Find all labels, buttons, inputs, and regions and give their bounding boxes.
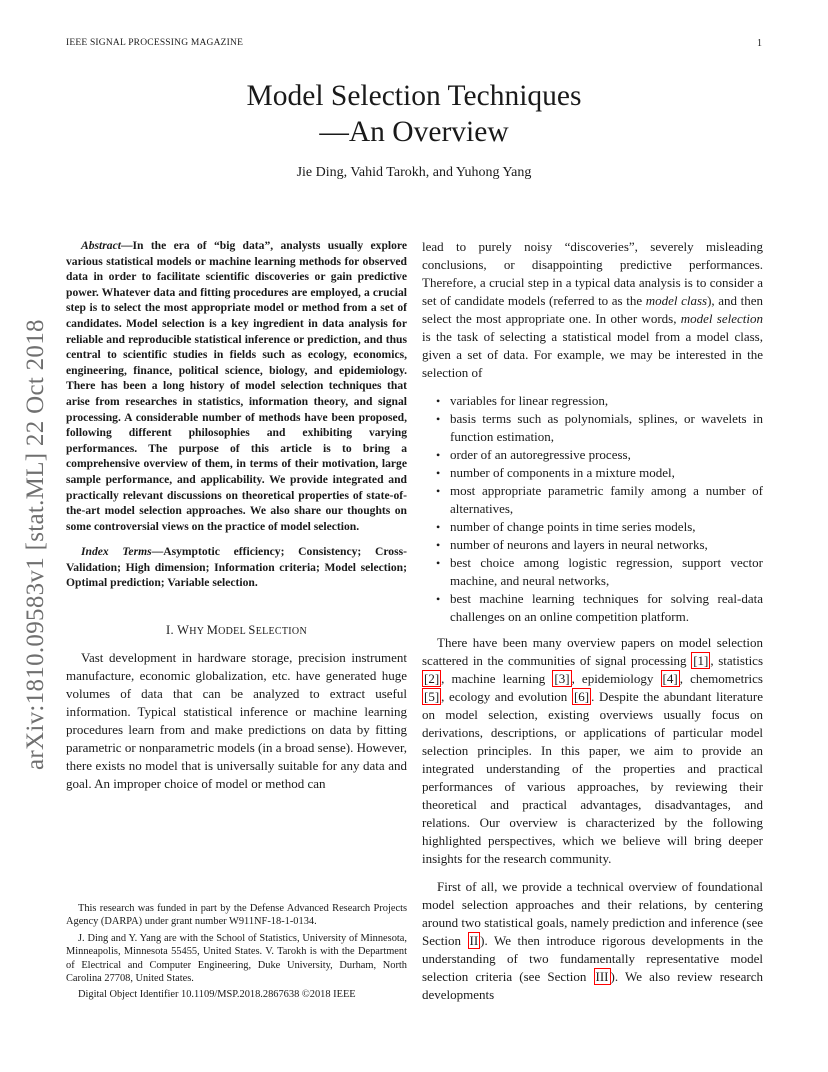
text-run: ), and then select the most appropriate one. In other words,: [422, 293, 764, 326]
doi-footnote: Digital Object Identifier 10.1109/MSP.2018.2867638 ©2018 IEEE: [78, 989, 356, 1001]
body-paragraph: Vast development in hardware storage, precision instrument manufacture, economic globalization, etc. have generated huge volumes of data that can be analyzed to extract useful information. Typical statistical inference or machine learning procedures learn from and make predictions on data by fitting parametric or nonparametric models (in a broad sense). However, there exists no model that is universally suitable for any data and goal. An improper choice of model or method can: [66, 650, 407, 792]
abstract-body: —In the era of “big data”, analysts usually explore various statistical models or machine learning methods for observed data in order to facilitate scientific discoveries or gain predictive power. Whatever data and fitting procedures are employed, a crucial step is to select the most appropriate model or method from a set of candidates. Model selection is a key ingredient in data analysis for reliable and reproducible statistical inference or prediction, and thus central to scientific studies in fields such as ecology, economics, engineering, finance, political science, biology, and epidemiology. There has been a long history of model selection techniques that arise from researches in statistics, information theory, and signal processing. A considerable number of methods have been proposed, following different philosophies and exhibiting varying performances. The purpose of this article is to bring a comprehensive overview of them, in terms of their motivation, large sample performance, and applicability. We provide integrated and practically relevant discussions on theoretical properties of state-of-the-art model selection approaches. We also share our thoughts on some controversial views on the practice of model selection.: [66, 239, 407, 533]
citation-link[interactable]: [1]: [693, 653, 709, 668]
citation-link[interactable]: [5]: [424, 689, 440, 704]
section-numeral: I.: [166, 623, 178, 638]
list-item: • number of change points in time series models,: [436, 518, 763, 536]
text-run: , statistics: [710, 653, 764, 668]
text-run: ). We then introduce rigorous developments in the understanding of two fundamentally representative model selection criteria (see Section: [422, 933, 763, 984]
list-item: • basis terms such as polynomials, splines, or wavelets in function estimation,: [436, 410, 763, 446]
text-run: First of all, we provide a technical overview of foundational model selection approaches and their relations, by centering around two statistical goals, namely prediction and inference (see Section: [422, 879, 763, 948]
page-number: 1: [757, 38, 762, 49]
affiliation-footnote: J. Ding and Y. Yang are with the School of Statistics, University of Minnesota, Minneapolis, Minnesota 55455, United States. V. Tarokh is with the Department of Electrical and Computer Engineering, Duke University, Durham, North Carolina 27708, United States.: [66, 932, 407, 985]
title-line-1: Model Selection Techniques: [246, 80, 582, 112]
author-list: Jie Ding, Vahid Tarokh, and Yuhong Yang: [296, 165, 532, 180]
list-item: • order of an autoregressive process,: [436, 446, 763, 464]
abstract-lead: Abstract: [81, 239, 121, 252]
text-run: ). We also review research developments: [422, 969, 764, 1002]
running-head: IEEE SIGNAL PROCESSING MAGAZINE: [66, 38, 244, 48]
right-column: [422, 238, 763, 1004]
text-run: , ecology and evolution: [441, 689, 572, 704]
list-item: • best choice among logistic regression, support vector machine, and neural networks,: [436, 554, 763, 590]
emphasis: model selection: [680, 311, 763, 326]
body-paragraph: [422, 238, 763, 382]
heading-smallcaps: ODEL: [218, 626, 249, 638]
text-run: . Despite the abundant literature on model selection, existing overviews usually focus on derivations, descriptions, or applications of particular model selection principles. In this paper, we aim to provide an integrated understanding of the properties and practical performances of various approaches, by reviewing their theoretical and practical advantages, disadvantages, and relations. Our overview is characterized by the following highlighted perspectives, which we believe will bring deeper insights for the research community.: [422, 689, 763, 866]
index-terms: [66, 544, 407, 591]
heading-cap: M: [206, 623, 219, 638]
body-paragraph: [422, 878, 763, 1004]
heading-smallcaps: ELECTION: [255, 626, 307, 638]
paper-title: [0, 78, 828, 150]
section-heading: [66, 621, 407, 641]
list-item: • variables for linear regression,: [436, 392, 763, 410]
body-paragraph: [422, 634, 763, 868]
title-line-2: —An Overview: [319, 116, 509, 148]
heading-cap: S: [248, 623, 256, 638]
left-column: [66, 238, 407, 793]
section-link[interactable]: III: [595, 969, 609, 984]
text-run: , epidemiology: [571, 671, 661, 686]
text-run: There have been many overview papers on model selection scattered in the communities of signal processing: [422, 635, 763, 668]
list-item: • number of neurons and layers in neural networks,: [436, 536, 763, 554]
index-terms-body: —Asymptotic efficiency; Consistency; Cross-Validation; High dimension; Information criteria; Model selection; Optimal prediction; Variable selection.: [66, 545, 407, 590]
list-item: • best machine learning techniques for solving real-data challenges on an online competition platform.: [436, 590, 763, 626]
bullet-list: [436, 392, 763, 626]
list-item: • most appropriate parametric family among a number of alternatives,: [436, 482, 763, 518]
citation-link[interactable]: [4]: [662, 671, 678, 686]
text-run: lead to purely noisy “discoveries”, severely misleading conclusions, or disappointing predictive performances. Therefore, a crucial step in a typical data analysis is to consider a set of candidate models (referred to as the: [422, 239, 763, 308]
arxiv-identifier-stamp: arXiv:1810.09583v1 [stat.ML] 22 Oct 2018: [22, 319, 49, 770]
funding-footnote: This research was funded in part by the Defense Advanced Research Projects Agency (DARPA) under grant number W911NF-18-1-0134.: [66, 903, 407, 928]
emphasis: model class: [645, 293, 708, 308]
title-block: [0, 78, 828, 181]
list-item: • number of components in a mixture model,: [436, 464, 763, 482]
section-link[interactable]: II: [469, 933, 479, 948]
text-run: , chemometrics: [679, 671, 763, 686]
index-terms-lead: Index Terms: [81, 545, 152, 559]
citation-link[interactable]: [2]: [424, 671, 440, 686]
heading-cap: W: [177, 623, 190, 638]
citation-link[interactable]: [3]: [554, 671, 570, 686]
citation-link[interactable]: [6]: [573, 689, 590, 704]
abstract: [66, 238, 407, 534]
footnotes: [66, 902, 407, 1005]
heading-smallcaps: HY: [189, 626, 207, 638]
text-run: , machine learning: [441, 671, 553, 686]
text-run: is the task of selecting a statistical model from a model class, given a set of data. For example, we may be interested in the selection of: [422, 329, 763, 380]
